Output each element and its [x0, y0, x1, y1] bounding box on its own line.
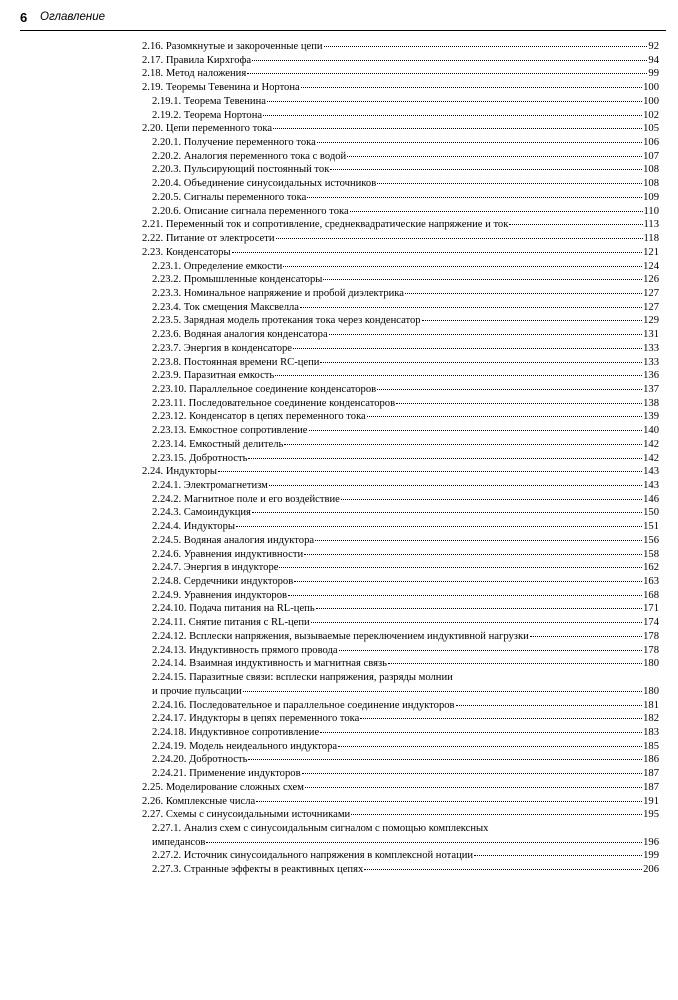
toc-page-number: 142	[643, 452, 659, 464]
toc-entry-title: 2.24.1. Электромагнетизм	[152, 480, 268, 491]
toc-entry-title: 2.24.4. Индукторы	[152, 521, 235, 533]
dot-leader	[294, 581, 642, 582]
toc-page-number: 195	[643, 809, 659, 821]
toc-entry	[132, 863, 659, 877]
dot-leader	[320, 732, 642, 733]
toc-entry	[132, 191, 659, 205]
toc-entry-title: 2.20.5. Сигналы переменного тока	[152, 191, 307, 203]
dot-leader	[367, 416, 642, 417]
toc-entry	[132, 520, 659, 534]
dot-leader	[347, 156, 642, 157]
table-of-contents	[132, 40, 659, 877]
toc-entry	[132, 40, 659, 54]
dot-leader	[456, 705, 643, 706]
toc-entry	[132, 575, 659, 589]
toc-page-number: 109	[643, 191, 659, 203]
toc-page-number: 187	[643, 768, 659, 780]
toc-entry	[132, 81, 659, 95]
toc-entry	[132, 150, 659, 164]
toc-entry-title: 2.23.6. Водяная аналогия конденсатора	[152, 329, 328, 341]
toc-page-number: 102	[643, 109, 659, 121]
toc-page-number: 191	[643, 795, 659, 807]
toc-entry	[132, 342, 659, 356]
toc-entry	[132, 218, 659, 232]
toc-entry-title: 2.20.6. Описание сигнала переменного тока	[152, 205, 349, 217]
toc-entry-title: 2.17. Правила Кирхгофа	[142, 54, 252, 66]
toc-entry-title: 2.24.6. Уравнения индуктивности	[152, 548, 304, 560]
toc-entry	[132, 753, 659, 767]
toc-entry	[132, 644, 659, 658]
toc-entry	[132, 301, 659, 315]
dot-leader	[236, 526, 642, 527]
dot-leader	[232, 252, 643, 253]
toc-entry-title: 2.23.15. Добротность	[152, 452, 248, 464]
toc-entry	[132, 657, 659, 671]
running-head-title: Оглавление	[40, 11, 105, 23]
toc-entry-title: 2.23.4. Ток смещения Максвелла	[152, 301, 299, 313]
dot-leader	[267, 101, 642, 102]
toc-page-number: 156	[643, 534, 659, 546]
toc-page-number: 151	[643, 521, 659, 533]
toc-entry	[132, 740, 659, 754]
toc-page-number: 178	[643, 630, 659, 642]
toc-page-number: 113	[643, 219, 659, 231]
toc-entry-title: 2.27.2. Источник синусоидального напряжения в комплексной нотации	[152, 850, 474, 862]
toc-entry-title: 2.24.12. Всплески напряжения, вызываемые переключением индуктивной нагрузки	[152, 630, 529, 642]
toc-page-number: 108	[643, 164, 659, 176]
dot-leader	[396, 403, 642, 404]
toc-entry	[132, 534, 659, 548]
toc-page-number: 162	[643, 562, 659, 574]
toc-entry-title: 2.24.18. Индуктивное сопротивление	[152, 726, 320, 738]
dot-leader	[320, 362, 642, 363]
toc-entry-title: 2.23.11. Последовательное соединение конденсаторов	[152, 397, 396, 409]
dot-leader	[405, 293, 642, 294]
toc-entry-title: 2.21. Переменный ток и сопротивление, среднеквадратические напряжение и ток	[142, 219, 509, 231]
dot-leader	[350, 211, 643, 212]
toc-entry	[132, 260, 659, 274]
toc-page-number: 126	[643, 274, 659, 286]
toc-page-number: 150	[643, 507, 659, 519]
toc-entry-title: 2.26. Комплексные числа	[142, 795, 256, 807]
toc-entry-title: 2.23.14. Емкостный делитель	[152, 438, 284, 450]
toc-entry-title: 2.24. Индукторы	[142, 466, 218, 478]
toc-entry-title: 2.20.1. Получение переменного тока	[152, 137, 316, 149]
dot-leader	[269, 485, 642, 486]
toc-entry	[132, 602, 659, 616]
dot-leader	[284, 444, 642, 445]
dot-leader	[275, 375, 642, 376]
dot-leader	[304, 554, 642, 555]
dot-leader	[377, 183, 642, 184]
dot-leader	[377, 389, 642, 390]
toc-entry-title: 2.18. Метод наложения	[142, 68, 247, 80]
dot-leader	[301, 87, 642, 88]
toc-entry	[132, 452, 659, 466]
toc-entry-title: 2.19. Теоремы Тевенина и Нортона	[142, 82, 300, 94]
dot-leader	[243, 691, 642, 692]
toc-entry-title: 2.24.19. Модель неидеального индуктора	[152, 740, 338, 752]
toc-entry-title: 2.24.8. Сердечники индукторов	[152, 576, 294, 588]
toc-entry	[132, 122, 659, 136]
dot-leader	[263, 115, 642, 116]
dot-leader	[317, 142, 642, 143]
toc-page-number: 180	[643, 658, 659, 670]
toc-entry	[132, 287, 659, 301]
toc-entry	[132, 163, 659, 177]
toc-entry-title: 2.19.2. Теорема Нортона	[152, 109, 263, 121]
toc-entry-title: 2.24.9. Уравнения индукторов	[152, 589, 287, 601]
dot-leader	[276, 238, 643, 239]
toc-entry-title: 2.23.13. Емкостное сопротивление	[152, 425, 308, 437]
toc-page-number: 163	[643, 576, 659, 588]
toc-entry-title: 2.27.1. Анализ схем с синусоидальным сигналом с помощью комплексных	[152, 822, 489, 834]
toc-entry-title: 2.24.5. Водяная аналогия индуктора	[152, 534, 315, 546]
toc-page-number: 124	[643, 260, 659, 272]
toc-entry	[132, 506, 659, 520]
toc-page-number: 183	[643, 726, 659, 738]
toc-entry-title: 2.24.7. Энергия в индукторе	[152, 562, 279, 574]
toc-entry	[132, 95, 659, 109]
toc-entry	[132, 479, 659, 493]
dot-leader	[256, 801, 642, 802]
page-number: 6	[20, 10, 28, 25]
toc-page-number: 138	[643, 397, 659, 409]
toc-page-number: 186	[643, 754, 659, 766]
running-header	[20, 10, 666, 31]
toc-page-number: 94	[648, 54, 659, 66]
toc-page-number: 139	[643, 411, 659, 423]
dot-leader	[360, 718, 642, 719]
dot-leader	[324, 46, 648, 47]
dot-leader	[388, 663, 642, 664]
toc-entry	[132, 232, 659, 246]
toc-page-number: 105	[643, 123, 659, 135]
dot-leader	[530, 636, 642, 637]
toc-entry-title: 2.24.20. Добротность	[152, 754, 248, 766]
toc-entry-title-continuation: импедансов	[152, 836, 206, 848]
dot-leader	[351, 814, 642, 815]
dot-leader	[329, 334, 642, 335]
toc-entry	[132, 177, 659, 191]
toc-page-number: 108	[643, 178, 659, 190]
toc-entry-title: 2.24.17. Индукторы в цепях переменного тока	[152, 713, 360, 725]
toc-entry	[132, 424, 659, 438]
toc-entry-title-continuation: и прочие пульсации	[152, 685, 242, 697]
toc-entry-title: 2.24.16. Последовательное и параллельное соединение индукторов	[152, 699, 455, 711]
toc-page-number: 107	[643, 150, 659, 162]
dot-leader	[206, 842, 642, 843]
toc-entry	[132, 795, 659, 809]
dot-leader	[218, 471, 642, 472]
toc-page-number: 182	[643, 713, 659, 725]
toc-page-number: 181	[643, 699, 659, 711]
toc-page-number: 178	[643, 644, 659, 656]
dot-leader	[474, 855, 642, 856]
dot-leader	[252, 60, 647, 61]
dot-leader	[341, 499, 642, 500]
toc-page-number: 158	[643, 548, 659, 560]
toc-page-number: 100	[643, 95, 659, 107]
toc-entry	[132, 328, 659, 342]
dot-leader	[330, 169, 642, 170]
toc-entry-title: 2.23.1. Определение емкости	[152, 260, 283, 272]
toc-page-number: 131	[643, 329, 659, 341]
toc-entry	[132, 410, 659, 424]
toc-entry-title: 2.23.2. Промышленные конденсаторы	[152, 274, 323, 286]
toc-page-number: 121	[643, 246, 659, 258]
toc-page-number: 133	[643, 356, 659, 368]
toc-entry	[132, 671, 659, 698]
toc-page-number: 133	[643, 342, 659, 354]
dot-leader	[339, 650, 643, 651]
toc-page-number: 185	[643, 740, 659, 752]
toc-entry-title: 2.24.2. Магнитное поле и его воздействие	[152, 493, 340, 505]
toc-entry-title: 2.23.9. Паразитная емкость	[152, 370, 275, 382]
dot-leader	[288, 595, 642, 596]
toc-entry	[132, 383, 659, 397]
toc-entry-title: 2.22. Питание от электросети	[142, 233, 275, 245]
toc-page-number: 146	[643, 493, 659, 505]
toc-page-number: 140	[643, 425, 659, 437]
toc-page-number: 143	[643, 480, 659, 491]
toc-page-number: 118	[643, 233, 659, 245]
toc-entry-title: 2.23.5. Зарядная модель протекания тока через конденсатор	[152, 315, 421, 327]
toc-entry-title: 2.24.13. Индуктивность прямого провода	[152, 644, 338, 656]
toc-page-number: 100	[643, 82, 659, 94]
toc-entry-title: 2.27.3. Странные эффекты в реактивных цепях	[152, 864, 364, 876]
toc-page-number: 137	[643, 383, 659, 395]
toc-entry	[132, 205, 659, 219]
toc-page-number: 127	[643, 301, 659, 313]
dot-leader	[307, 197, 642, 198]
dot-leader	[273, 128, 642, 129]
dot-leader	[283, 266, 642, 267]
toc-entry-title: 2.27. Схемы с синусоидальными источниками	[142, 809, 351, 821]
toc-entry	[132, 808, 659, 822]
toc-page-number: 106	[643, 137, 659, 149]
toc-page-number: 174	[643, 617, 659, 629]
dot-leader	[309, 430, 643, 431]
toc-page-number: 206	[643, 864, 659, 876]
toc-entry-title: 2.16. Разомкнутые и закороченные цепи	[142, 41, 323, 52]
toc-entry-title: 2.20. Цепи переменного тока	[142, 123, 273, 135]
toc-page-number: 129	[643, 315, 659, 327]
dot-leader	[315, 540, 642, 541]
dot-leader	[247, 73, 647, 74]
toc-entry-title: 2.20.4. Объединение синусоидальных источников	[152, 178, 377, 190]
toc-entry-title: 2.24.11. Снятие питания с RL-цепи	[152, 617, 310, 629]
toc-entry	[132, 493, 659, 507]
toc-entry-title: 2.25. Моделирование сложных схем	[142, 781, 304, 793]
toc-entry-title: 2.24.10. Подача питания на RL-цепь	[152, 603, 315, 615]
toc-entry-title: 2.23. Конденсаторы	[142, 246, 231, 258]
toc-page-number: 180	[643, 685, 659, 697]
toc-entry-title: 2.23.10. Параллельное соединение конденсаторов	[152, 383, 377, 395]
toc-entry-title: 2.24.15. Паразитные связи: всплески напряжения, разряды молнии	[152, 672, 453, 684]
toc-page-number: 199	[643, 850, 659, 862]
toc-entry	[132, 616, 659, 630]
dot-leader	[311, 622, 642, 623]
toc-entry	[132, 273, 659, 287]
dot-leader	[252, 512, 642, 513]
toc-entry	[132, 109, 659, 123]
toc-page-number: 171	[643, 603, 659, 615]
toc-page-number: 127	[643, 287, 659, 299]
toc-entry	[132, 630, 659, 644]
toc-entry	[132, 699, 659, 713]
toc-page-number: 143	[643, 466, 659, 478]
toc-entry	[132, 589, 659, 603]
toc-entry	[132, 136, 659, 150]
toc-entry-title: 2.24.3. Самоиндукция	[152, 507, 251, 519]
toc-entry-title: 2.24.21. Применение индукторов	[152, 768, 301, 780]
toc-entry	[132, 849, 659, 863]
dot-leader	[422, 320, 643, 321]
toc-entry-title: 2.23.12. Конденсатор в цепях переменного тока	[152, 411, 366, 423]
toc-page-number: 187	[643, 781, 659, 793]
dot-leader	[509, 224, 642, 225]
dot-leader	[300, 307, 642, 308]
toc-page-number: 196	[643, 836, 659, 848]
toc-entry	[132, 246, 659, 260]
toc-entry-title: 2.23.8. Постоянная времени RC-цепи	[152, 356, 320, 368]
toc-entry-title: 2.20.2. Аналогия переменного тока с водой	[152, 150, 347, 162]
toc-page-number: 168	[643, 589, 659, 601]
toc-entry	[132, 548, 659, 562]
dot-leader	[305, 787, 642, 788]
toc-page-number: 136	[643, 370, 659, 382]
toc-page-number: 99	[648, 68, 659, 80]
toc-entry	[132, 438, 659, 452]
toc-entry-title: 2.23.3. Номинальное напряжение и пробой диэлектрика	[152, 287, 404, 299]
dot-leader	[248, 458, 642, 459]
toc-entry	[132, 822, 659, 849]
toc-entry-title: 2.20.3. Пульсирующий постоянный ток	[152, 164, 330, 176]
toc-entry	[132, 561, 659, 575]
dot-leader	[293, 348, 642, 349]
toc-page-number: 110	[643, 205, 659, 217]
dot-leader	[338, 746, 642, 747]
toc-entry	[132, 67, 659, 81]
dot-leader	[279, 567, 642, 568]
toc-entry	[132, 781, 659, 795]
dot-leader	[364, 869, 642, 870]
toc-entry	[132, 712, 659, 726]
toc-entry	[132, 314, 659, 328]
dot-leader	[302, 773, 643, 774]
dot-leader	[323, 279, 642, 280]
toc-entry-title: 2.23.7. Энергия в конденсаторе	[152, 342, 293, 354]
toc-page-number: 142	[643, 438, 659, 450]
toc-page-number: 92	[648, 41, 659, 52]
dot-leader	[248, 759, 642, 760]
toc-entry	[132, 726, 659, 740]
toc-entry	[132, 369, 659, 383]
toc-entry	[132, 767, 659, 781]
toc-entry	[132, 356, 659, 370]
toc-entry	[132, 54, 659, 68]
toc-entry	[132, 465, 659, 479]
dot-leader	[316, 608, 642, 609]
toc-entry-title: 2.19.1. Теорема Тевенина	[152, 95, 266, 107]
toc-entry-title: 2.24.14. Взаимная индуктивность и магнитная связь	[152, 658, 387, 670]
toc-entry	[132, 397, 659, 411]
